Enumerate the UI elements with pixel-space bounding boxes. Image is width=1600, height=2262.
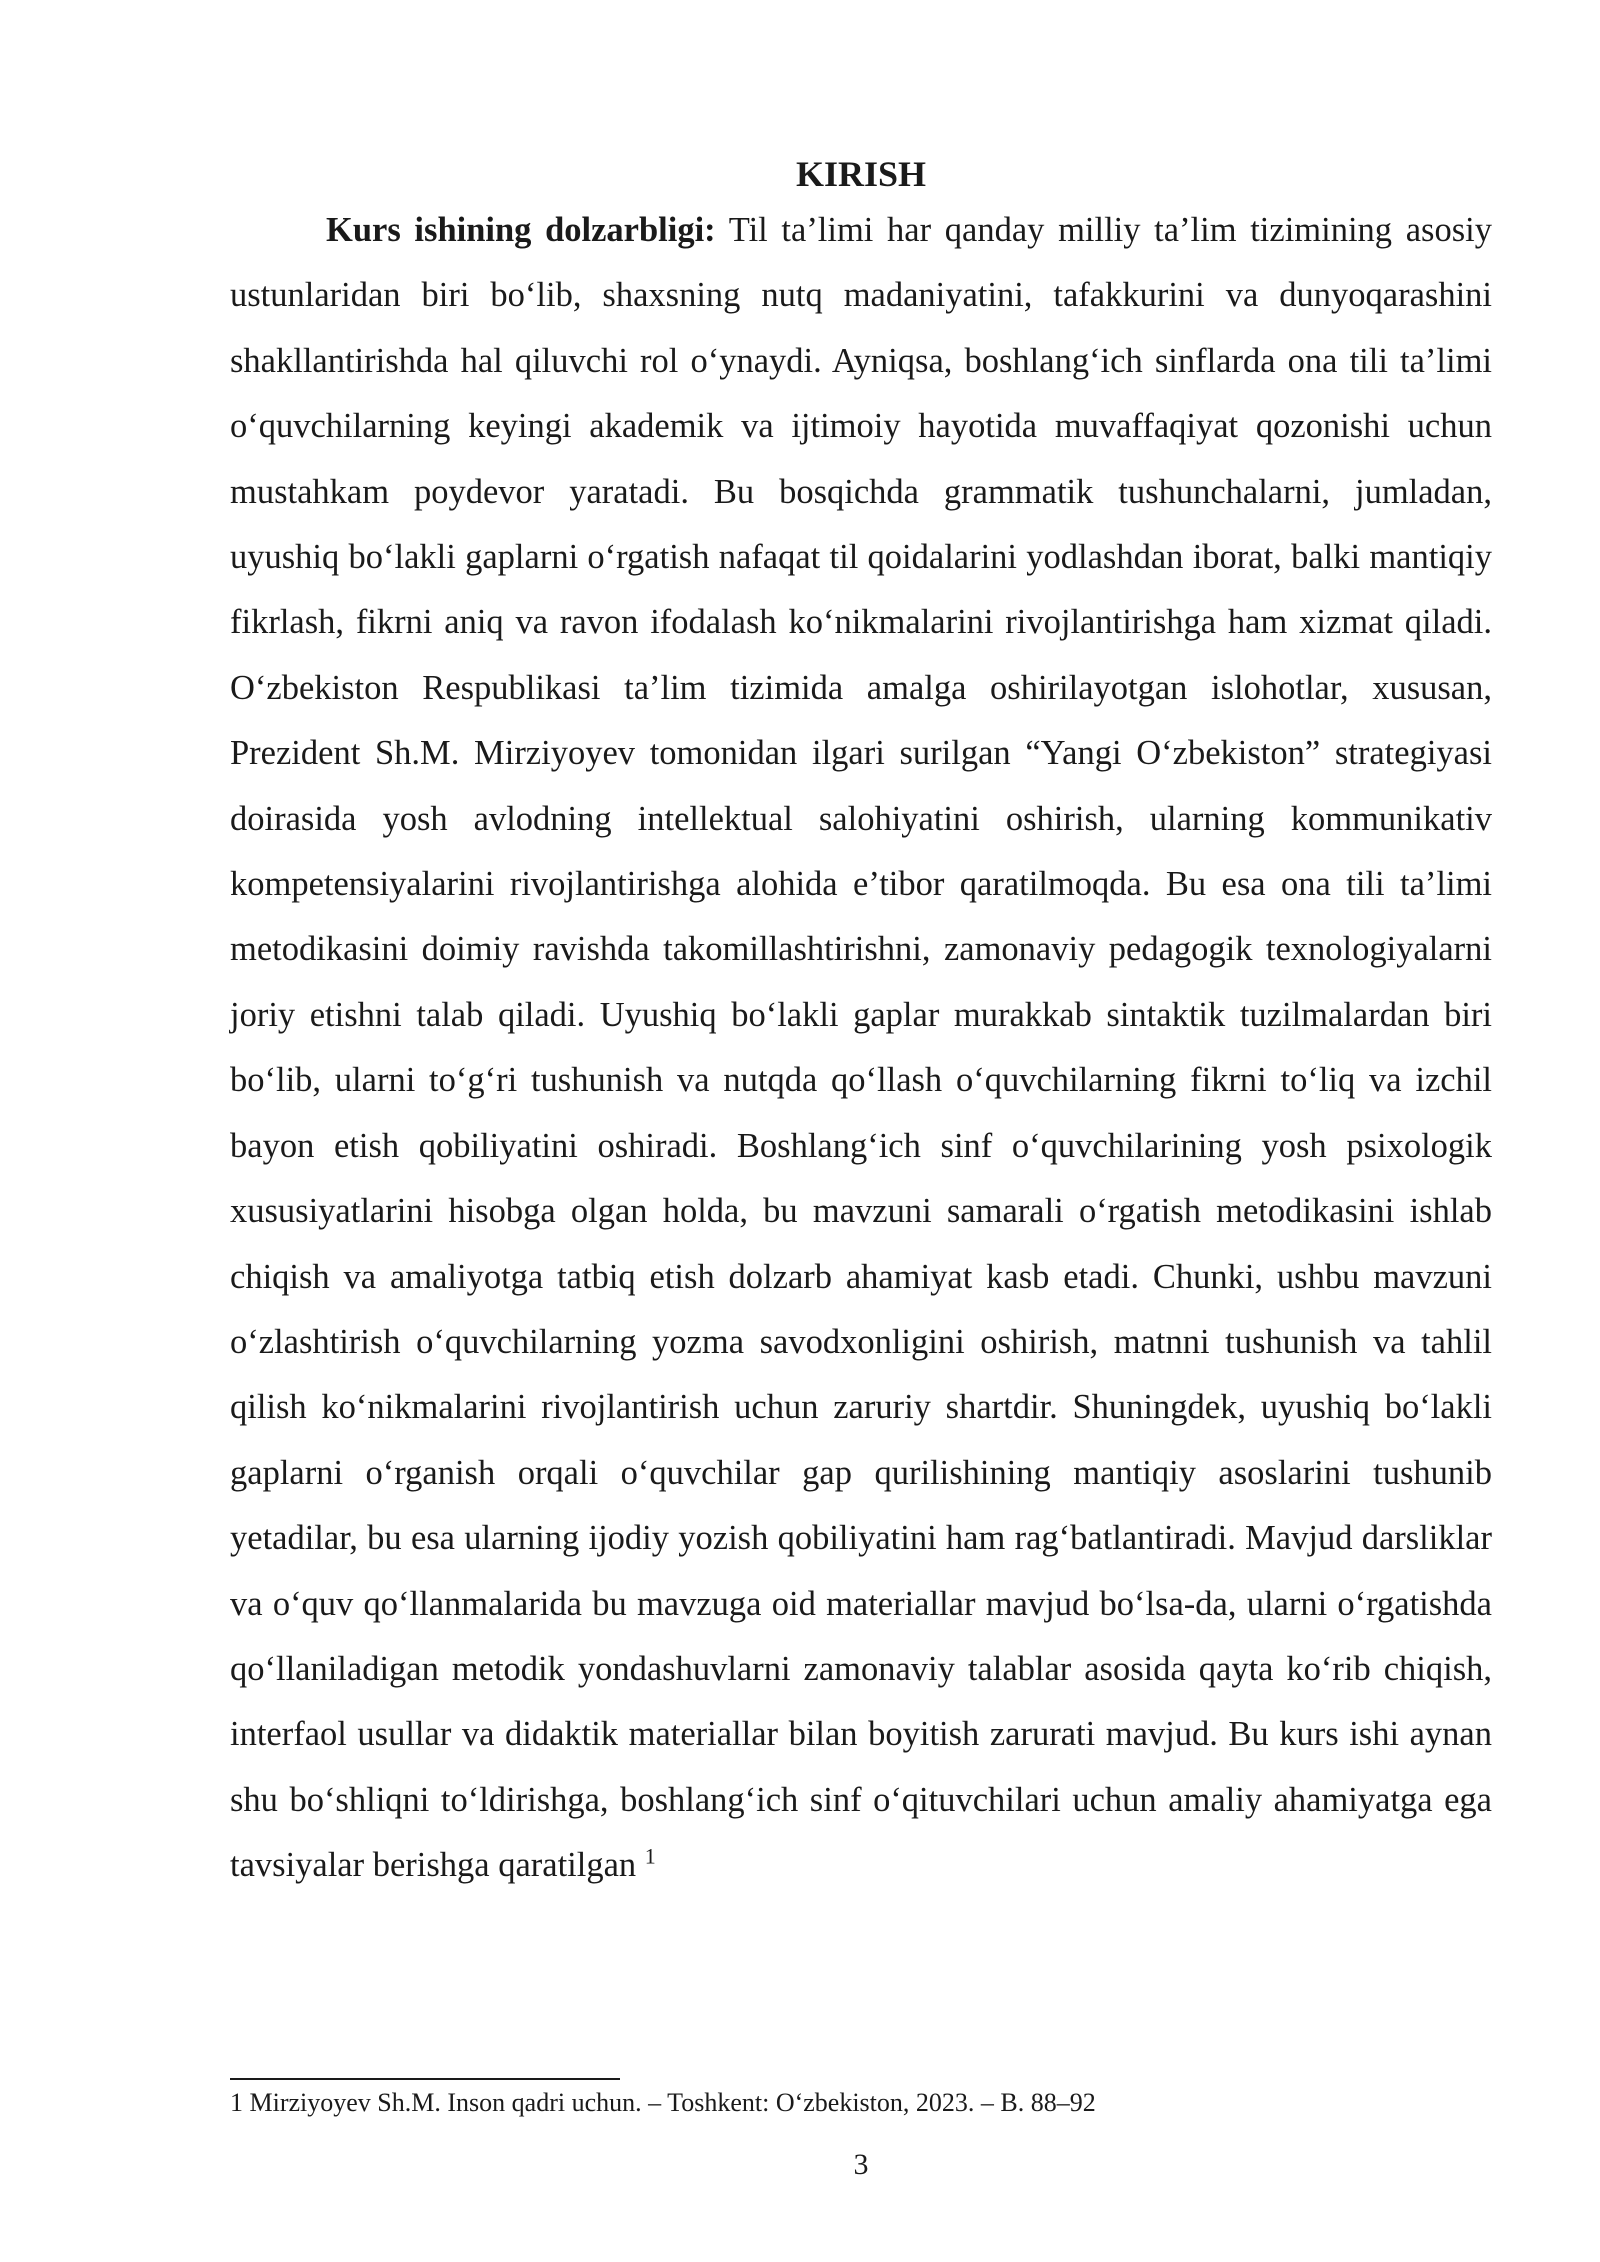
footnote-separator — [230, 2078, 620, 2080]
paragraph-lead: Kurs ishining dolzarbligi: — [326, 211, 716, 249]
footnote — [230, 2085, 1492, 2121]
footnote-reference[interactable]: 1 — [644, 1843, 656, 1869]
page-number: 3 — [853, 2148, 869, 2181]
section-heading: KIRISH — [795, 154, 927, 194]
paragraph-text: Til ta’limi har qanday milliy ta’lim tizimining asosiy ustunlaridan biri bo‘lib, shaxsning nutq madaniyatini, tafakkurini va dunyoqarashini shakllantirishda hal qiluvchi rol o‘ynaydi. Ayniqsa, boshlang‘ich sinflarda ona tili ta’limi o‘quvchilarning keyingi akademik va ijtimoiy hayotida muvaffaqiyat qozonishi uchun mustahkam poydevor yaratadi. Bu bosqichda grammatik tushunchalarni, jumladan, uyushiq bo‘lakli gaplarni o‘rgatish nafaqat til qoidalarini yodlashdan iborat, balki mantiqiy fikrlash, fikrni aniq va ravon ifodalash ko‘nikmalarini rivojlantirishga ham xizmat qiladi. O‘zbekiston Respublikasi ta’lim tizimida amalga oshirilayotgan islohotlar, xususan, Prezident Sh.M. Mirziyoyev tomonidan ilgari surilgan “Yangi O‘zbekiston” strategiyasi doirasida yosh avlodning intellektual salohiyatini oshirish, ularning kommunikativ kompetensiyalarini rivojlantirishga alohida e’tibor qaratilmoqda. Bu esa ona tili ta’limi metodikasini doimiy ravishda takomillashtirishni, zamonaviy pedagogik texnologiyalarni joriy etishni talab qiladi. Uyushiq bo‘lakli gaplar murakkab sintaktik tuzilmalardan biri bo‘lib, ularni to‘g‘ri tushunish va nutqda qo‘llash o‘quvchilarning fikrni to‘liq va izchil bayon etish qobiliyatini oshiradi. Boshlang‘ich sinf o‘quvchilarining yosh psixologik xususiyatlarini hisobga olgan holda, bu mavzuni samarali o‘rgatish metodikasini ishlab chiqish va amaliyotga tatbiq etish dolzarb ahamiyat kasb etadi. Chunki, ushbu mavzuni o‘zlashtirish o‘quvchilarning yozma savodxonligini oshirish, matnni tushunish va tahlil qilish ko‘nikmalarini rivojlantirish uchun zaruriy shartdir. Shuningdek, uyushiq bo‘lakli gaplarni o‘rganish orqali o‘quvchilar gap qurilishining mantiqiy asoslarini tushunib yetadilar, bu esa ularning ijodiy yozish qobiliyatini ham rag‘batlantiradi. Mavjud darsliklar va o‘quv qo‘llanmalarida bu mavzuga oid materiallar mavjud bo‘lsa-da, ularni o‘rgatishda qo‘llaniladigan metodik yondashuvlarni zamonaviy talablar asosida qayta ko‘rib chiqish, interfaol usullar va didaktik materiallar bilan boyitish zarurati mavjud. Bu kurs ishi aynan shu bo‘shliqni to‘ldirishga, boshlang‘ich sinf o‘qituvchilari uchun amaliy ahamiyatga ega tavsiyalar berishga qaratilgan — [230, 211, 1492, 1885]
relevance-paragraph — [230, 198, 1492, 1899]
footnote-text: Mirziyoyev Sh.M. Inson qadri uchun. – Toshkent: O‘zbekiston, 2023. – B. 88–92 — [249, 2088, 1096, 2117]
footnote-number: 1 — [230, 2088, 243, 2117]
